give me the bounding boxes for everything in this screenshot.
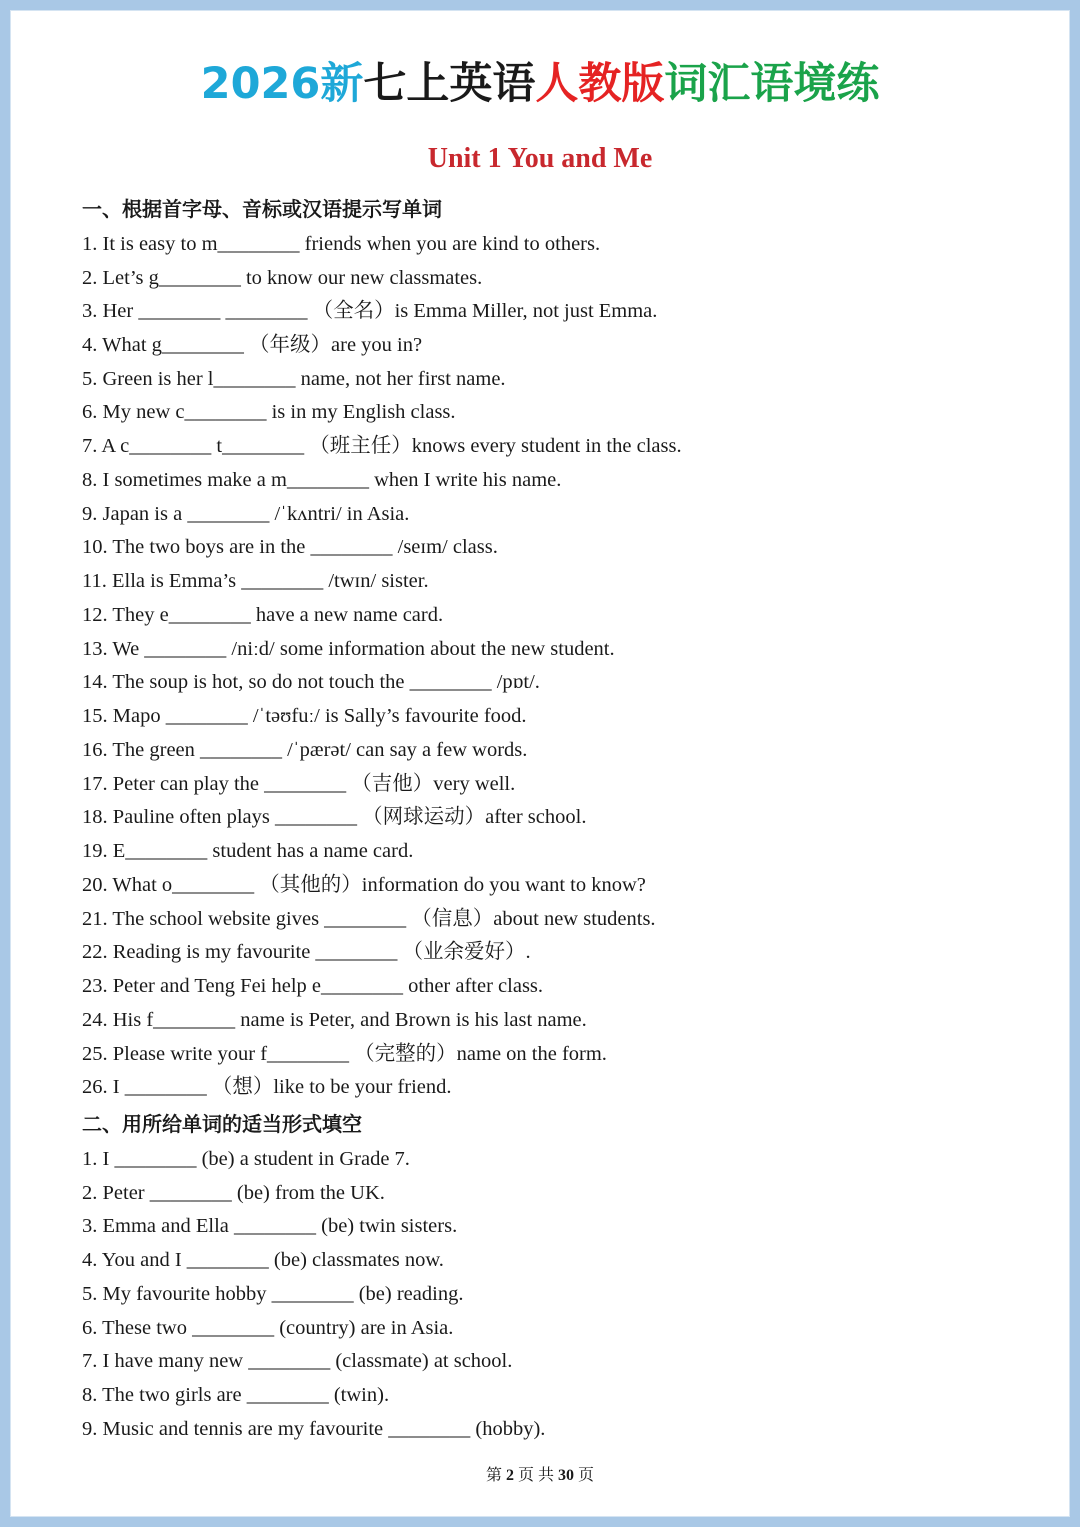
exercise-item: 21. The school website gives ________ （信息）about new students. xyxy=(82,908,656,930)
section-heading-2: 二、用所给单词的适当形式填空 xyxy=(82,1112,362,1136)
exercise-item: 8. The two girls are ________ (twin). xyxy=(82,1384,390,1406)
exercise-item: 3. Her ________ ________ （全名）is Emma Miller, not just Emma. xyxy=(82,300,658,322)
title-part-year: 2026新 xyxy=(200,59,364,109)
exercise-item: 16. The green ________ /ˈpærət/ can say a few words. xyxy=(82,739,528,761)
exercise-item: 10. The two boys are in the ________ /seɪm/ class. xyxy=(82,536,498,558)
exercise-item: 1. It is easy to m________ friends when you are kind to others. xyxy=(82,233,601,255)
section-heading-1: 一、根据首字母、音标或汉语提示写单词 xyxy=(82,197,442,221)
title-part-edition: 人教版 xyxy=(535,59,665,109)
exercise-item: 22. Reading is my favourite ________ （业余爱好）. xyxy=(82,941,531,963)
exercise-item: 5. Green is her l________ name, not her first name. xyxy=(82,368,506,390)
footer-prefix: 第 xyxy=(485,1467,502,1484)
exercise-item: 9. Japan is a ________ /ˈkʌntri/ in Asia. xyxy=(82,503,410,525)
exercise-item: 1. I ________ (be) a student in Grade 7. xyxy=(82,1148,410,1170)
exercise-item: 13. We ________ /niːd/ some information about the new student. xyxy=(82,638,615,660)
page-title xyxy=(0,54,1080,114)
exercise-item: 6. My new c________ is in my English class. xyxy=(82,401,456,423)
exercise-item: 9. Music and tennis are my favourite ________ (hobby). xyxy=(82,1418,546,1440)
footer-middle: 页 共 xyxy=(517,1467,554,1484)
exercise-item: 24. His f________ name is Peter, and Brown is his last name. xyxy=(82,1009,587,1031)
exercise-item: 25. Please write your f________ （完整的）name on the form. xyxy=(82,1043,607,1065)
exercise-item: 6. These two ________ (country) are in Asia. xyxy=(82,1317,454,1339)
footer-page-number: 2 xyxy=(505,1467,514,1484)
exercise-item: 11. Ella is Emma’s ________ /twɪn/ sister. xyxy=(82,570,429,592)
exercise-item: 17. Peter can play the ________ （吉他）very well. xyxy=(82,773,516,795)
exercise-item: 2. Peter ________ (be) from the UK. xyxy=(82,1182,385,1204)
unit-title: Unit 1 You and Me xyxy=(427,143,653,174)
exercise-item: 19. E________ student has a name card. xyxy=(82,840,414,862)
title-part-grade: 七上英语 xyxy=(363,59,536,109)
exercise-item: 12. They e________ have a new name card. xyxy=(82,604,444,626)
page-footer xyxy=(0,1464,1080,1488)
exercise-item: 4. You and I ________ (be) classmates now. xyxy=(82,1249,444,1271)
exercise-item: 3. Emma and Ella ________ (be) twin sisters. xyxy=(82,1215,458,1237)
exercise-item: 5. My favourite hobby ________ (be) reading. xyxy=(82,1283,464,1305)
footer-total-pages: 30 xyxy=(558,1467,574,1484)
exercise-item: 15. Mapo ________ /ˈtəʊfuː/ is Sally’s favourite food. xyxy=(82,705,527,727)
footer-suffix: 页 xyxy=(578,1467,595,1484)
title-part-topic: 词汇语境练 xyxy=(664,59,880,109)
exercise-item: 8. I sometimes make a m________ when I write his name. xyxy=(82,469,562,491)
exercise-item: 4. What g________ （年级）are you in? xyxy=(82,334,423,356)
exercise-item: 7. I have many new ________ (classmate) at school. xyxy=(82,1350,513,1372)
exercise-item: 2. Let’s g________ to know our new classmates. xyxy=(82,267,483,289)
exercise-item: 18. Pauline often plays ________ （网球运动）after school. xyxy=(82,806,587,828)
exercise-item: 20. What o________ （其他的）information do you want to know? xyxy=(82,874,646,896)
exercise-item: 14. The soup is hot, so do not touch the ________ /pɒt/. xyxy=(82,671,540,693)
exercise-item: 23. Peter and Teng Fei help e________ other after class. xyxy=(82,975,544,997)
exercise-item: 26. I ________ （想）like to be your friend. xyxy=(82,1076,452,1098)
exercise-item: 7. A c________ t________ （班主任）knows every student in the class. xyxy=(82,435,682,457)
